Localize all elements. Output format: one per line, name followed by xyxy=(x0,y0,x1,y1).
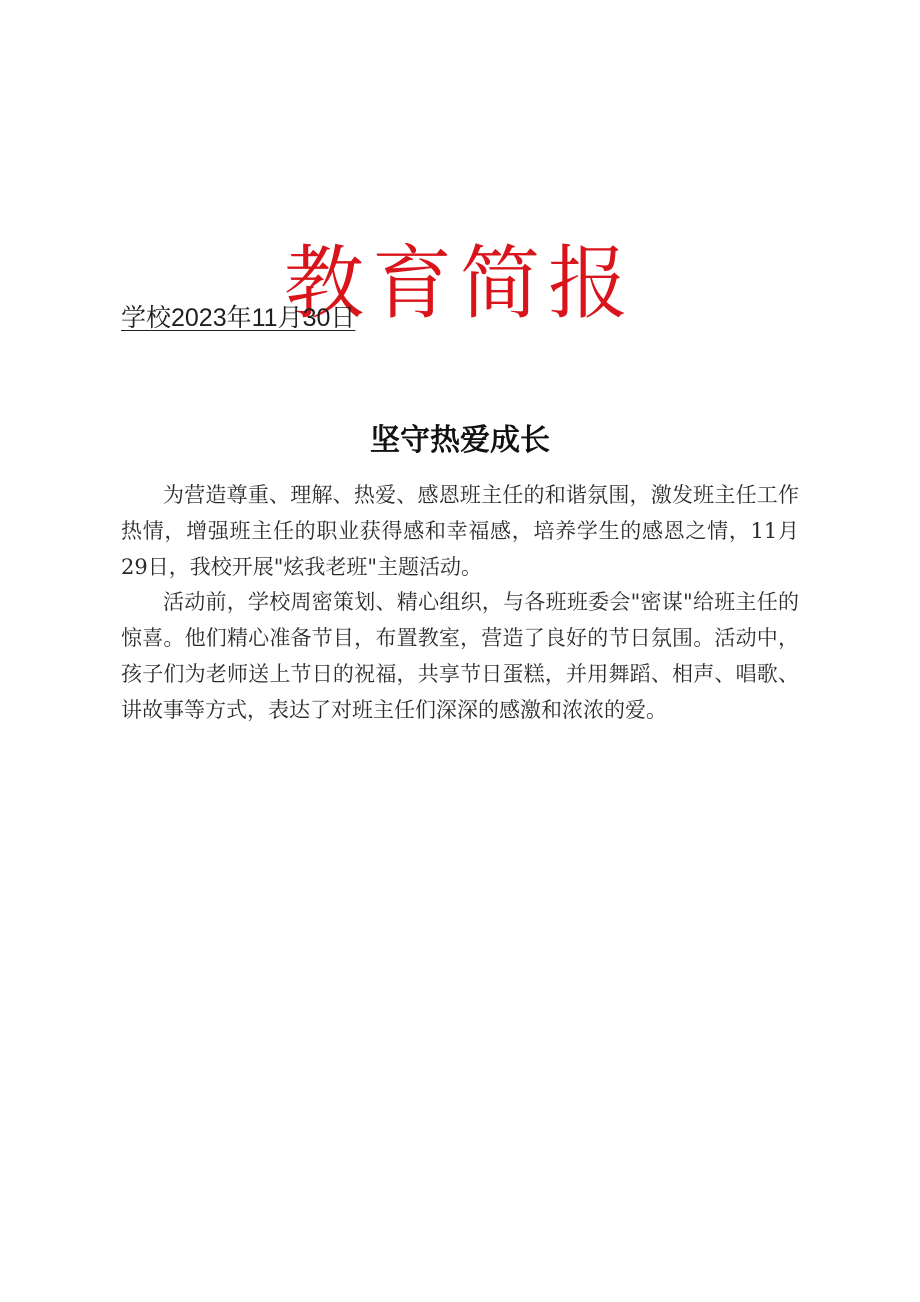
article-title: 坚守热爱成长 xyxy=(370,422,550,458)
bulletin-title: 教育简报 xyxy=(284,236,636,330)
article-body xyxy=(121,478,799,729)
article-paragraph: 活动前，学校周密策划、精心组织，与各班班委会"密谋"给班主任的惊喜。他们精心准备节目，布置教室，营造了良好的节日氛围。活动中，孩子们为老师送上节日的祝福，共享节日蛋糕，并用舞蹈、相声、唱歌、讲故事等方式，表达了对班主任们深深的感激和浓浓的爱。 xyxy=(121,590,799,722)
article-paragraph: 为营造尊重、理解、热爱、感恩班主任的和谐氛围，激发班主任工作热情，增强班主任的职业获得感和幸福感，培养学生的感恩之情，11月29日，我校开展"炫我老班"主题活动。 xyxy=(121,483,799,579)
dateline: 学校2023年11月30日 xyxy=(121,304,356,332)
